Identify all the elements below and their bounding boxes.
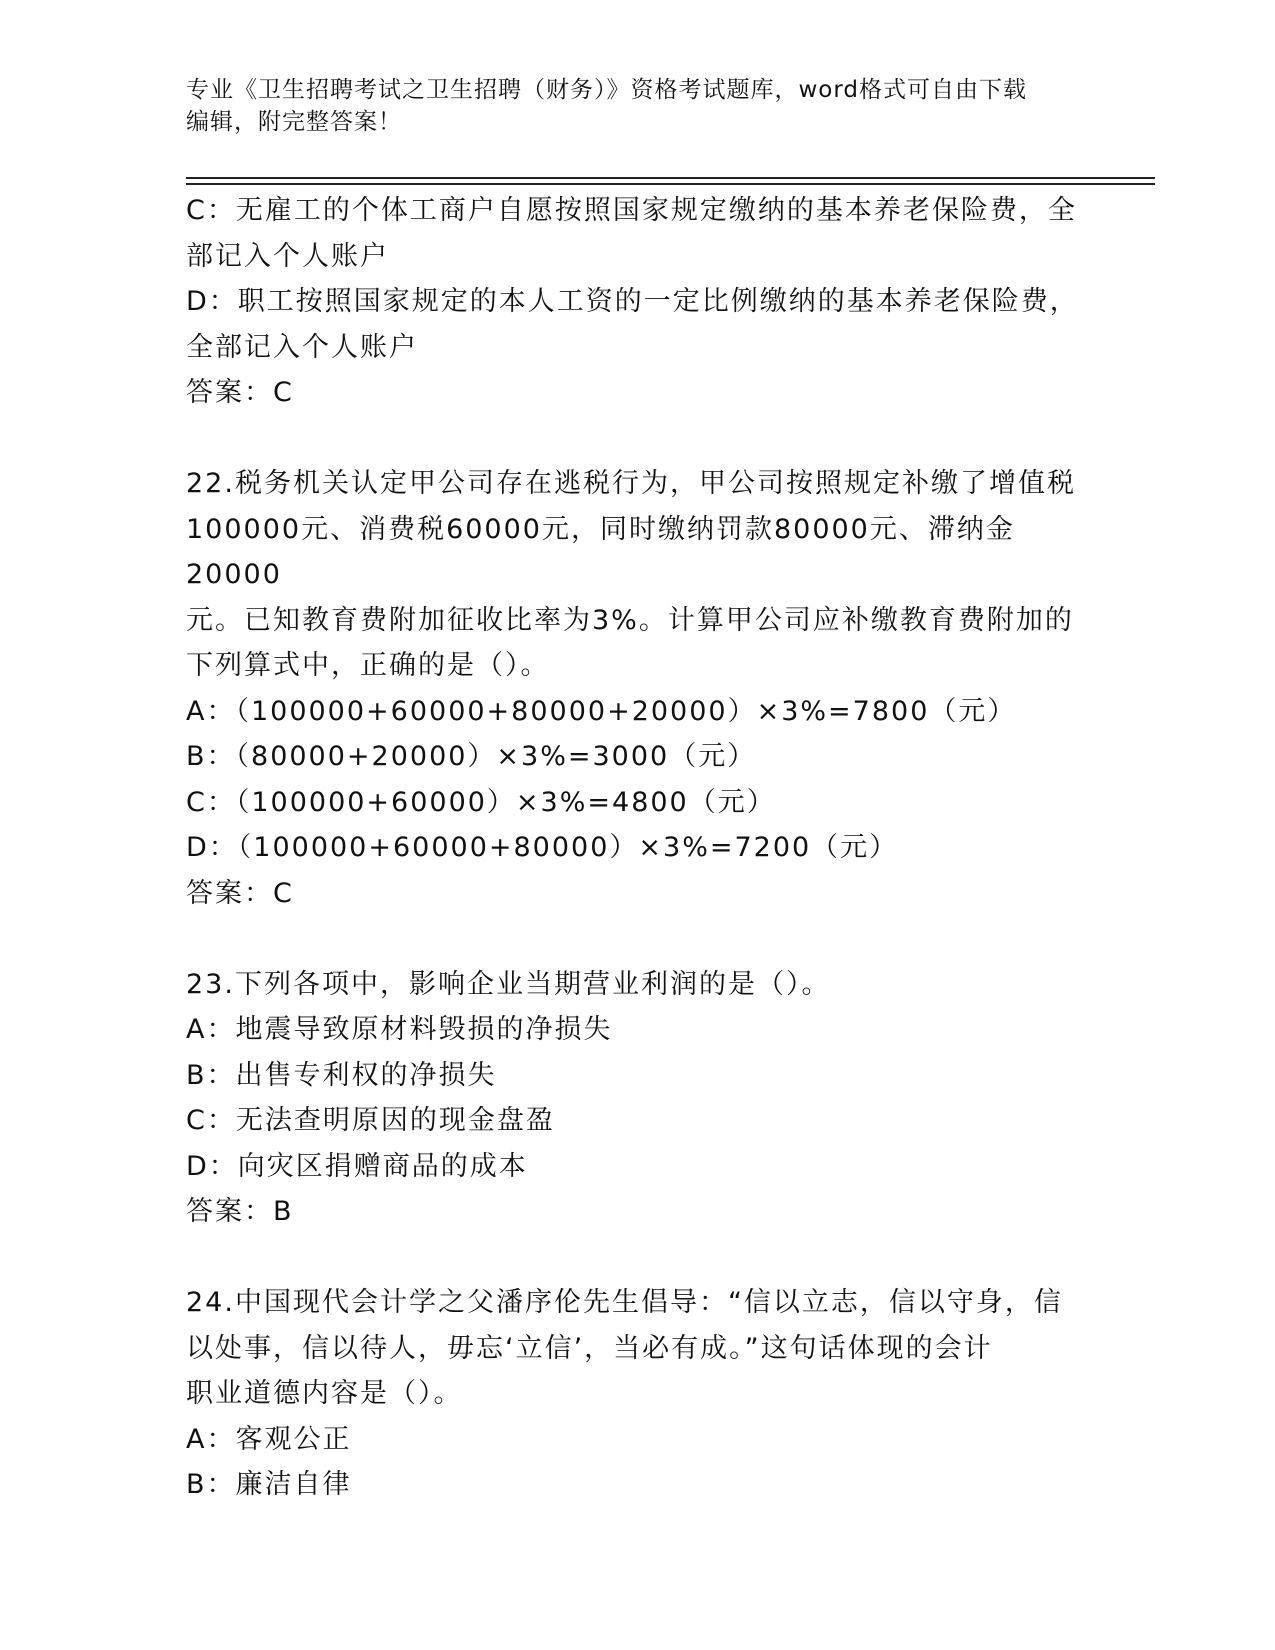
header-divider-top: [186, 177, 1155, 179]
question-stem-line-2: 100000元、消费税60000元，同时缴纳罚款80000元、滞纳金20000: [186, 513, 1015, 590]
question-stem: 23.下列各项中，影响企业当期营业利润的是（）。: [186, 968, 831, 1000]
option-a: A：（100000+60000+80000+20000）×3%=7800（元）: [186, 695, 1017, 727]
answer: 答案：C: [186, 877, 294, 909]
option-d: D：向灾区捐赠商品的成本: [186, 1150, 528, 1182]
question-stem-line-4: 下列算式中，正确的是（）。: [186, 650, 550, 681]
option-b: B：（80000+20000）×3%=3000（元）: [186, 741, 757, 772]
option-d-line-2: 全部记入个人账户: [186, 331, 418, 363]
header-divider-bottom: [186, 183, 1155, 185]
document-body: [186, 188, 1086, 1508]
option-a: A：地震导致原材料毁损的净损失: [186, 1014, 613, 1045]
question-stem-line-1: 22.税务机关认定甲公司存在逃税行为，甲公司按照规定补缴了增值税: [186, 468, 1076, 499]
answer: 答案：B: [186, 1196, 294, 1227]
question-stem-line-3: 元。已知教育费附加征收比率为3%。计算甲公司应补缴教育费附加的: [186, 604, 1074, 636]
question-22: [186, 461, 1086, 916]
option-a: A：客观公正: [186, 1423, 352, 1455]
option-c-line-1: C：无雇工的个体工商户自愿按照国家规定缴纳的基本养老保险费，全: [186, 195, 1077, 226]
option-c: C：无法查明原因的现金盘盈: [186, 1105, 555, 1136]
question-24: [186, 1280, 1086, 1508]
option-c-line-2: 部记入个人账户: [186, 240, 389, 272]
option-c: C：（100000+60000）×3%=4800（元）: [186, 786, 776, 818]
document-header: [186, 74, 1066, 138]
option-b: B：出售专利权的净损失: [186, 1059, 497, 1091]
header-line-2: 编辑，附完整答案！: [186, 109, 402, 135]
option-d: D：（100000+60000+80000）×3%=7200（元）: [186, 832, 899, 863]
answer: 答案：C: [186, 377, 294, 408]
question-23: [186, 962, 1086, 1235]
question-stem-line-1: 24.中国现代会计学之父潘序伦先生倡导：“信以立志，信以守身，信: [186, 1287, 1063, 1318]
question-stem-line-2: 以处事，信以待人，毋忘‘立信’，当必有成。”这句话体现的会计: [186, 1332, 993, 1364]
option-b: B：廉洁自律: [186, 1469, 352, 1500]
option-d-line-1: D：职工按照国家规定的本人工资的一定比例缴纳的基本养老保险费，: [186, 286, 1079, 317]
question-21-continued: [186, 188, 1086, 416]
question-stem-line-3: 职业道德内容是（）。: [186, 1378, 463, 1409]
header-line-1: 专业《卫生招聘考试之卫生招聘（财务）》资格考试题库，word格式可自由下载: [186, 77, 1028, 103]
